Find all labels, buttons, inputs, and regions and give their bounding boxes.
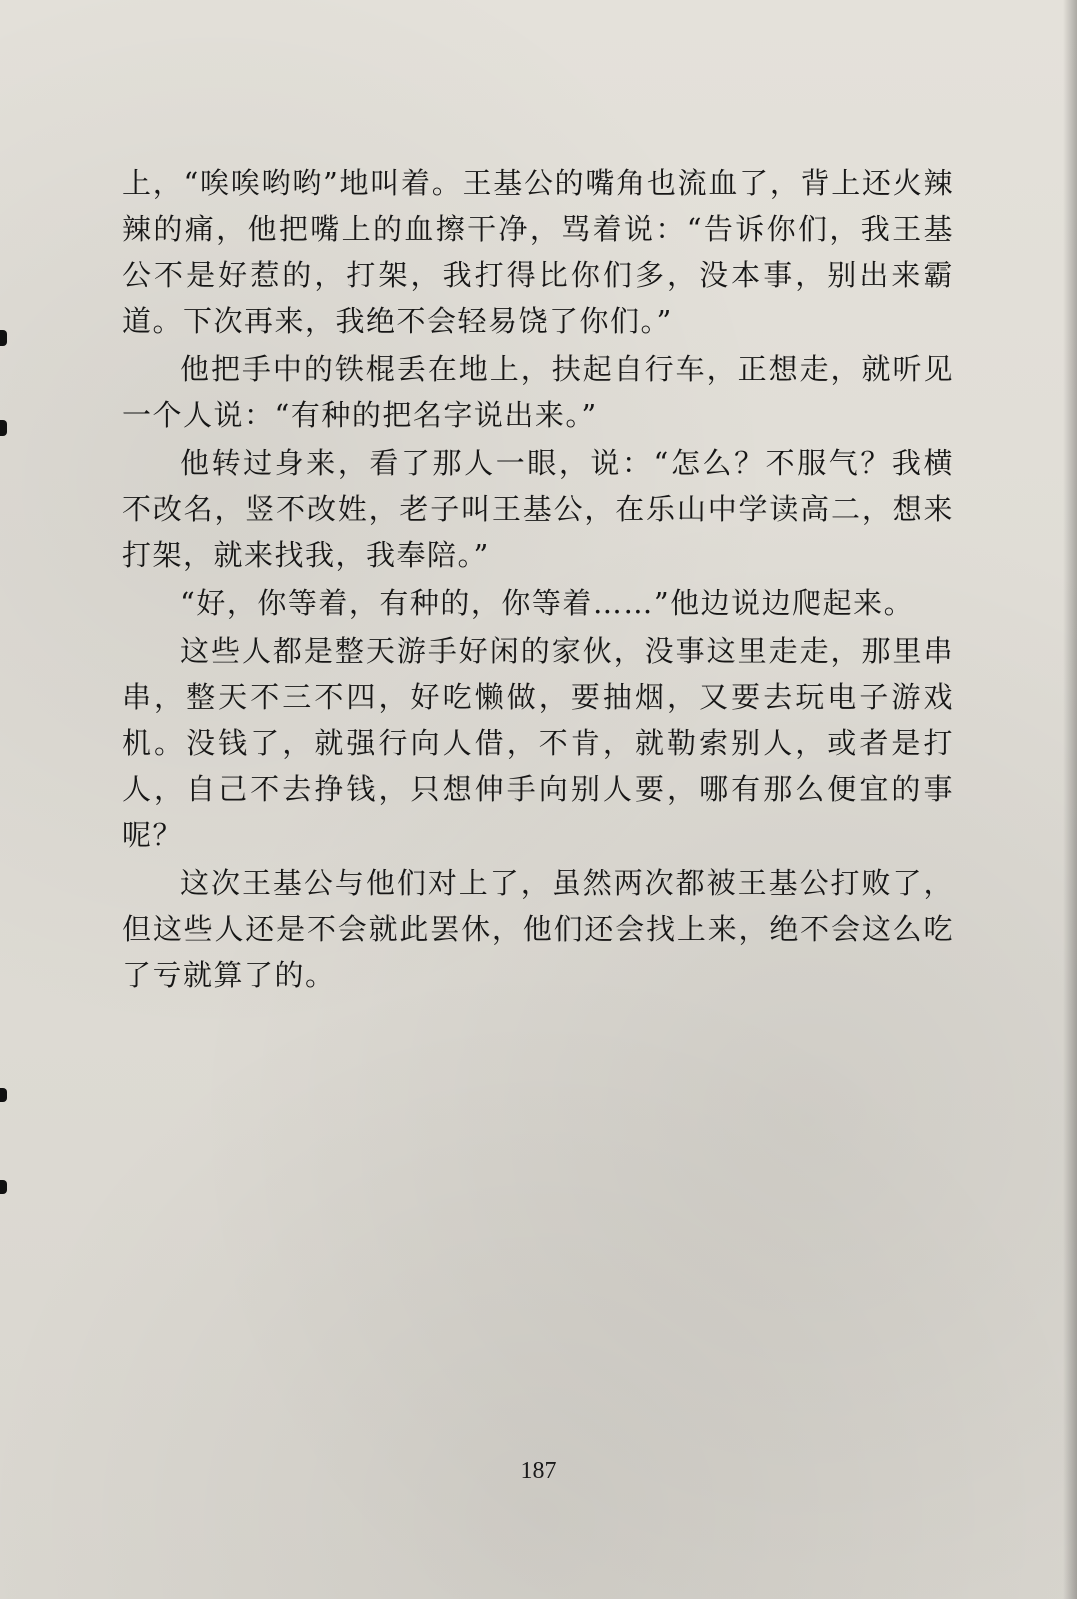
paragraph-4: “好，你等着，有种的，你等着……”他边说边爬起来。: [180, 586, 915, 620]
page-edge-shadow: [1063, 0, 1077, 1599]
paragraph-6: 这次王基公与他们对上了，虽然两次都被王基公打败了，但这些人还是不会就此罢休，他们还会找上来，绝不会这么吃了亏就算了的。: [122, 866, 954, 992]
body-text: [122, 160, 954, 1000]
page-number: 187: [520, 1458, 557, 1484]
paragraph-2: 他把手中的铁棍丢在地上，扶起自行车，正想走，就听见一个人说：“有种的把名字说出来。”: [122, 352, 954, 432]
paragraph-1: 上，“唉唉哟哟”地叫着。王基公的嘴角也流血了，背上还火辣辣的痛，他把嘴上的血擦干净，骂着说：“告诉你们，我王基公不是好惹的，打架，我打得比你们多，没本事，别出来霸道。下次再来，我绝不会轻易饶了你们。”: [122, 166, 954, 338]
binding-mark: [0, 330, 7, 346]
binding-mark: [0, 1180, 7, 1194]
binding-mark: [0, 420, 7, 436]
binding-mark: [0, 1088, 7, 1102]
paragraph-3: 他转过身来，看了那人一眼，说：“怎么？不服气？我横不改名，竖不改姓，老子叫王基公，在乐山中学读高二，想来打架，就来找我，我奉陪。”: [122, 446, 954, 572]
paragraph-5: 这些人都是整天游手好闲的家伙，没事这里走走，那里串串，整天不三不四，好吃懒做，要抽烟，又要去玩电子游戏机。没钱了，就强行向人借，不肯，就勒索别人，或者是打人，自己不去挣钱，只想伸手向别人要，哪有那么便宜的事呢？: [122, 634, 954, 852]
